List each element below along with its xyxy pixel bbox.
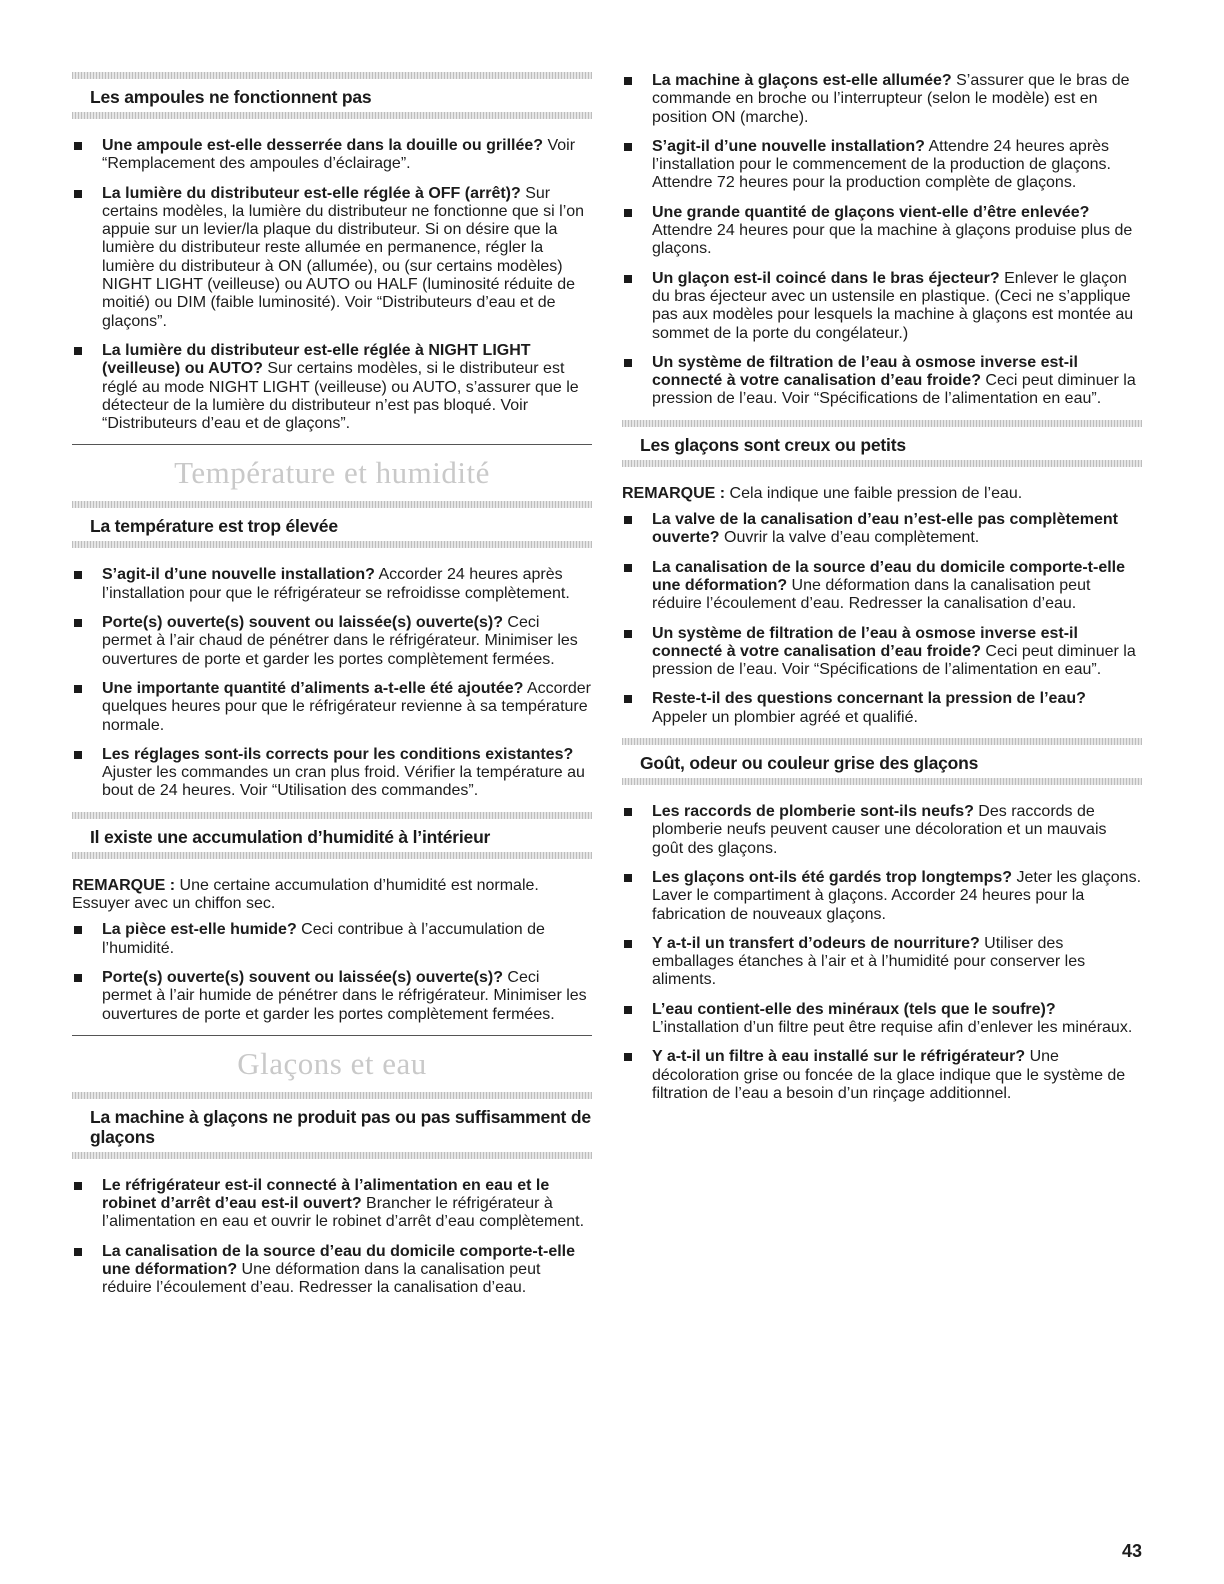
bullet-icon (624, 275, 632, 283)
section-divider (72, 444, 592, 445)
bullet-icon (74, 1248, 82, 1256)
bullet-icon (624, 874, 632, 882)
section-divider (72, 1035, 592, 1036)
list-item: Un système de filtration de l’eau à osmose inverse est-il connecté à votre canalisation d’eau froide? Ceci peut diminuer la pression de l’eau. Voir “Spécifications de l’alimentation en eau”. (622, 354, 1142, 409)
bullet-icon (74, 619, 82, 627)
list-item: Une ampoule est-elle desserrée dans la douille ou grillée? Voir “Remplacement des ampoules d’éclairage”. (72, 137, 592, 174)
heading-shade (72, 112, 592, 119)
subheading-taste-odor: Goût, odeur ou couleur grise des glaçons (640, 753, 979, 774)
bullet-icon (74, 571, 82, 579)
heading-shade (622, 778, 1142, 785)
heading-shade (72, 1152, 592, 1159)
bullet-icon (624, 808, 632, 816)
list-item: Y a-t-il un filtre à eau installé sur le réfrigérateur? Une décoloration grise ou foncée de la glace indique que le système de filtration de l’eau a besoin d’un rinçage additionnel. (622, 1048, 1142, 1103)
heading-shade (72, 1092, 592, 1099)
bullet-icon (74, 347, 82, 355)
list-item: La pièce est-elle humide? Ceci contribue à l’accumulation de l’humidité. (72, 921, 592, 958)
bullet-icon (624, 940, 632, 948)
list-item: La lumière du distributeur est-elle réglée à NIGHT LIGHT (veilleuse) ou AUTO? Sur certains modèles, si le distributeur est réglé au mode NIGHT LIGHT (veilleuse) ou AUTO, s’assurer que le détecteur de la lumière du distributeur n’est pas bloqué. Voir “Distributeurs d’eau et de glaçons”. (72, 342, 592, 433)
right-column (622, 72, 1142, 1114)
bullet-icon (624, 630, 632, 638)
heading-shade (622, 460, 1142, 467)
bullet-icon (74, 142, 82, 150)
bullet-icon (624, 209, 632, 217)
list-item: La lumière du distributeur est-elle réglée à OFF (arrêt)? Sur certains modèles, la lumière du distributeur ne fonctionne que si l’on appuie sur un levier/la plaque du distributeur. Si on désire que la lumière du distributeur reste allumée en permanence, régler la lumière du distributeur à ON (allumée), ou (sur certains modèles) NIGHT LIGHT (veilleuse) ou AUTO ou HALF (luminosité réduite de moitié) ou DIM (faible luminosité). Voir “Distributeurs d’eau et de glaçons”. (72, 185, 592, 331)
subheading-icemaker: La machine à glaçons ne produit pas ou pas suffisamment de glaçons (90, 1106, 591, 1147)
list-item: Une grande quantité de glaçons vient-elle d’être enlevée? Attendre 24 heures pour que la machine à glaçons produise plus de glaçons. (622, 204, 1142, 259)
left-column (72, 72, 592, 1309)
list-item: Une importante quantité d’aliments a-t-elle été ajoutée? Accorder quelques heures pour que le réfrigérateur revienne à sa température normale. (72, 680, 592, 735)
list-item: Un glaçon est-il coincé dans le bras éjecteur? Enlever le glaçon du bras éjecteur avec un ustensile en plastique. (Ceci ne s’applique pas aux modèles pour lesquels la machine à glaçons est montée au sommet de la porte du congélateur.) (622, 270, 1142, 343)
list-item: S’agit-il d’une nouvelle installation? Attendre 24 heures après l’installation pour le commencement de la production de glaçons. Attendre 72 heures pour la production complète de glaçons. (622, 138, 1142, 193)
list-item: Porte(s) ouverte(s) souvent ou laissée(s) ouverte(s)? Ceci permet à l’air humide de pénétrer dans le réfrigérateur. Minimiser les ouvertures de porte et garder les portes complètement fermées. (72, 969, 592, 1024)
heading-shade (72, 72, 592, 79)
section-title-ice: Glaçons et eau (237, 1045, 427, 1081)
list-item: L’eau contient-elle des minéraux (tels que le soufre)? L’installation d’un filtre peut être requise afin d’enlever les minéraux. (622, 1001, 1142, 1038)
page-number: 43 (1121, 1541, 1142, 1561)
list-item: Reste-t-il des questions concernant la pression de l’eau? Appeler un plombier agréé et qualifié. (622, 690, 1142, 727)
bullet-icon (74, 1182, 82, 1190)
note: REMARQUE : Une certaine accumulation d’humidité est normale. Essuyer avec un chiffon sec. (72, 876, 539, 913)
list-item: Y a-t-il un transfert d’odeurs de nourriture? Utiliser des emballages étanches à l’air et à l’humidité pour conserver les aliments. (622, 935, 1142, 990)
subheading-hollow-ice: Les glaçons sont creux ou petits (640, 434, 906, 455)
heading-shade (72, 541, 592, 548)
list-item: Un système de filtration de l’eau à osmose inverse est-il connecté à votre canalisation d’eau froide? Ceci peut diminuer la pression de l’eau. Voir “Spécifications de l’alimentation en eau”. (622, 625, 1142, 680)
heading-shade (622, 420, 1142, 427)
bullet-icon (624, 77, 632, 85)
bullet-icon (74, 751, 82, 759)
list-item: Les raccords de plomberie sont-ils neufs? Des raccords de plomberie neufs peuvent causer une décoloration et un mauvais goût des glaçons. (622, 803, 1142, 858)
list-item: La canalisation de la source d’eau du domicile comporte-t-elle une déformation? Une déformation dans la canalisation peut réduire l’écoulement d’eau. Redresser la canalisation d’eau. (72, 1243, 592, 1298)
bullet-icon (624, 1006, 632, 1014)
bullet-icon (624, 1053, 632, 1061)
list-item: La canalisation de la source d’eau du domicile comporte-t-elle une déformation? Une déformation dans la canalisation peut réduire l’écoulement d’eau. Redresser la canalisation d’eau. (622, 559, 1142, 614)
heading-shade (72, 812, 592, 819)
subheading-bulbs: Les ampoules ne fonctionnent pas (90, 87, 372, 107)
bullet-icon (74, 974, 82, 982)
note: REMARQUE : Cela indique une faible pression de l’eau. (622, 484, 1023, 502)
subheading-humidity: Il existe une accumulation d’humidité à l’intérieur (90, 826, 491, 847)
list-item: Les glaçons ont-ils été gardés trop longtemps? Jeter les glaçons. Laver le compartiment à glaçons. Accorder 24 heures pour la fabrication de nouveaux glaçons. (622, 869, 1142, 924)
bullet-icon (74, 190, 82, 198)
bullet-icon (624, 564, 632, 572)
list-item: Les réglages sont-ils corrects pour les conditions existantes? Ajuster les commandes un cran plus froid. Vérifier la température au bout de 24 heures. Voir “Utilisation des commandes”. (72, 746, 592, 801)
heading-shade (72, 501, 592, 508)
bullet-icon (624, 359, 632, 367)
heading-shade (622, 738, 1142, 745)
list-item: La valve de la canalisation d’eau n’est-elle pas complètement ouverte? Ouvrir la valve d’eau complètement. (622, 511, 1142, 548)
bullet-icon (624, 516, 632, 524)
section-title-temperature: Température et humidité (174, 455, 490, 491)
list-item: La machine à glaçons est-elle allumée? S’assurer que le bras de commande en broche ou l’interrupteur (selon le modèle) est en position ON (marche). (622, 72, 1142, 127)
bullet-icon (74, 685, 82, 693)
heading-shade (72, 852, 592, 859)
bullet-icon (624, 143, 632, 151)
bullet-icon (624, 695, 632, 703)
bullet-icon (74, 926, 82, 934)
list-item: Porte(s) ouverte(s) souvent ou laissée(s) ouverte(s)? Ceci permet à l’air chaud de pénétrer dans le réfrigérateur. Minimiser les ouvertures de porte et garder les portes complètement fermées. (72, 614, 592, 669)
subheading-temperature: La température est trop élevée (90, 516, 338, 537)
list-item: Le réfrigérateur est-il connecté à l’alimentation en eau et le robinet d’arrêt d’eau est-il ouvert? Brancher le réfrigérateur à l’alimentation en eau et ouvrir le robinet d’arrêt d’eau complètement. (72, 1177, 592, 1232)
list-item: S’agit-il d’une nouvelle installation? Accorder 24 heures après l’installation pour que le réfrigérateur se refroidisse complètement. (72, 566, 592, 603)
